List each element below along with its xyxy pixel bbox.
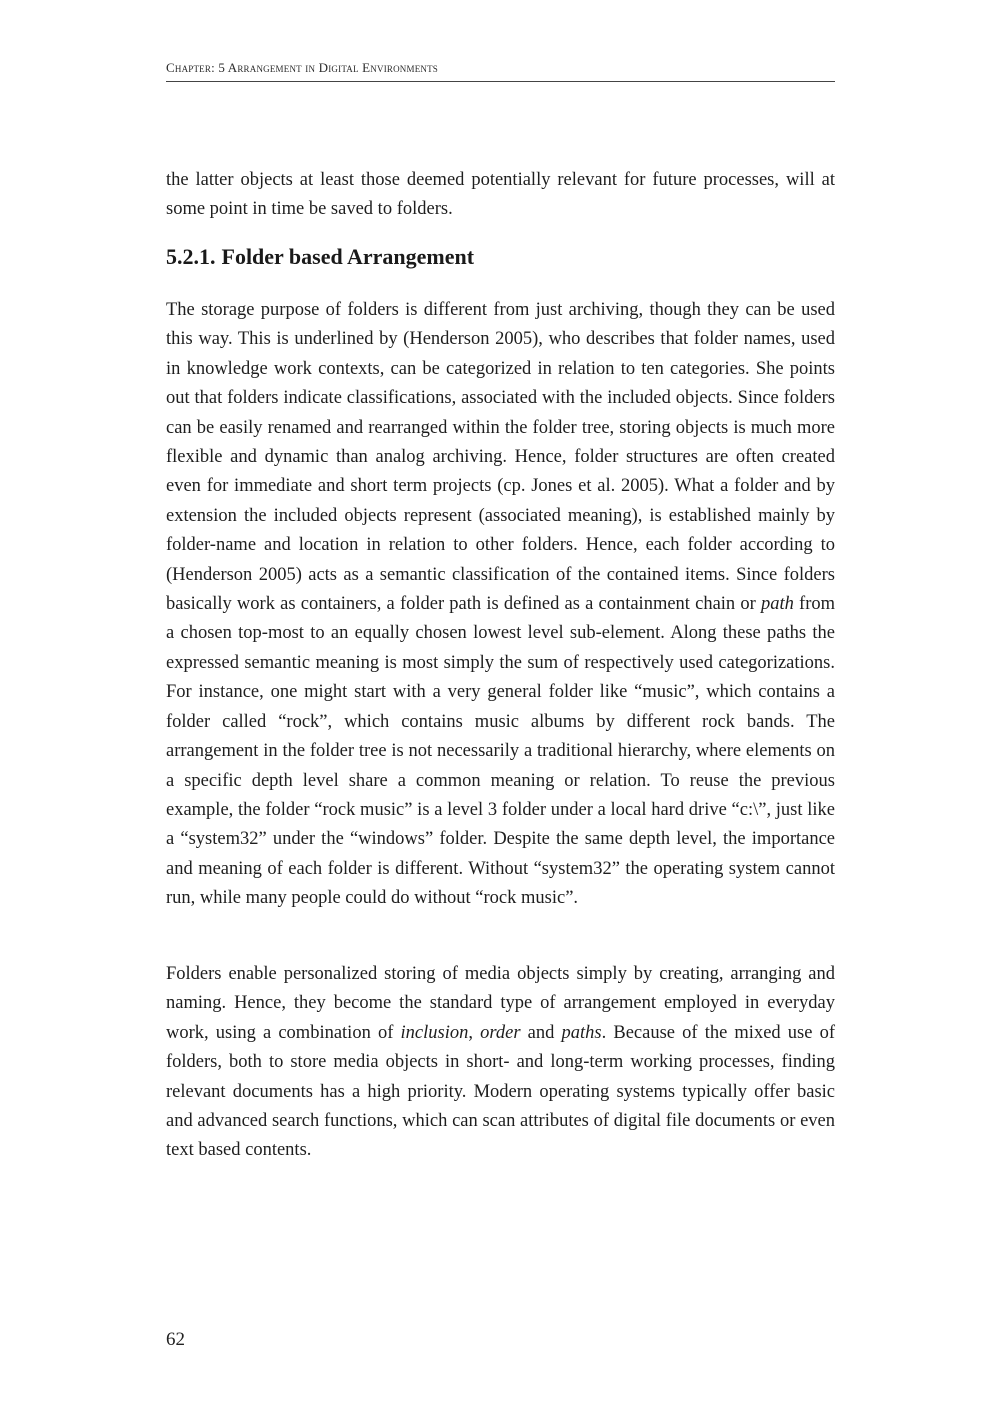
section-heading bbox=[166, 244, 835, 270]
paragraph-2-sep-2: and bbox=[520, 1022, 562, 1043]
paragraph-1-italic-path: path bbox=[760, 594, 794, 615]
paragraph-2-text-b: . Because of the mixed use of folders, both to store media objects in short- and long-term working processes, finding relevant documents has a high priority. Modern operating systems typically offer basic and advanced search functions, which can scan attributes of digital file documents or even text based contents. bbox=[166, 1022, 835, 1161]
intro-paragraph: the latter objects at least those deemed potentially relevant for future processes, will at some point in time be saved to folders. bbox=[166, 170, 835, 220]
body-paragraph-2 bbox=[166, 960, 835, 1166]
paragraph-1-text-b: from a chosen top-most to an equally chosen lowest level sub-element. Along these paths the expressed semantic meaning is most simply the sum of respectively used categorizations. For instance, one might start with a very general folder like “music”, which contains a folder called “rock”, which contains music albums by different rock bands. The arrangement in the folder tree is not necessarily a traditional hierarchy, where elements on a specific depth level share a common meaning or relation. To reuse the previous example, the folder “rock music” is a level 3 folder under a local hard drive “c:\”, just like a “system32” under the “windows” folder. Despite the same depth level, the importance and meaning of each folder is different. Without “system32” the operating system cannot run, while many people could do without “rock music”. bbox=[166, 594, 836, 909]
header-rule bbox=[166, 81, 835, 82]
running-header bbox=[166, 60, 835, 80]
section-number: 5.2.1. bbox=[166, 244, 216, 269]
page-number: 62 bbox=[166, 1329, 185, 1350]
body-paragraph-1 bbox=[166, 296, 835, 914]
paragraph-2-italic-order: order bbox=[480, 1022, 521, 1043]
paragraph-2-sep-1: , bbox=[468, 1022, 481, 1043]
running-header-title: Chapter: 5 Arrangement in Digital Environments bbox=[166, 60, 438, 75]
paragraph-2-italic-inclusion: inclusion bbox=[400, 1022, 469, 1043]
paragraph-2-italic-paths: paths bbox=[561, 1022, 602, 1043]
paragraph-1-text-a: The storage purpose of folders is different from just archiving, though they can be used this way. This is underlined by (Henderson 2005), who describes that folder names, used in knowledge work contexts, can be categorized in relation to ten categories. She points out that folders indicate classifications, associated with the included objects. Since folders can be easily renamed and rearranged within the folder tree, storing objects is much more flexible and dynamic than analog archiving. Hence, folder structures are often created even for immediate and short term projects (cp. Jones et al. 2005). What a folder and by extension the included objects represent (associated meaning), is established mainly by folder-name and location in relation to other folders. Hence, each folder according to (Henderson 2005) acts as a semantic classification of the contained items. Since folders basically work as containers, a folder path is defined as a containment chain or bbox=[166, 300, 835, 615]
paragraph-2-text-a: Folders enable personalized storing of media objects simply by creating, arranging and naming. Hence, they become the standard type of arrangement employed in everyday work, using a combination of bbox=[166, 964, 835, 1043]
section-title: Folder based Arrangement bbox=[221, 244, 475, 269]
